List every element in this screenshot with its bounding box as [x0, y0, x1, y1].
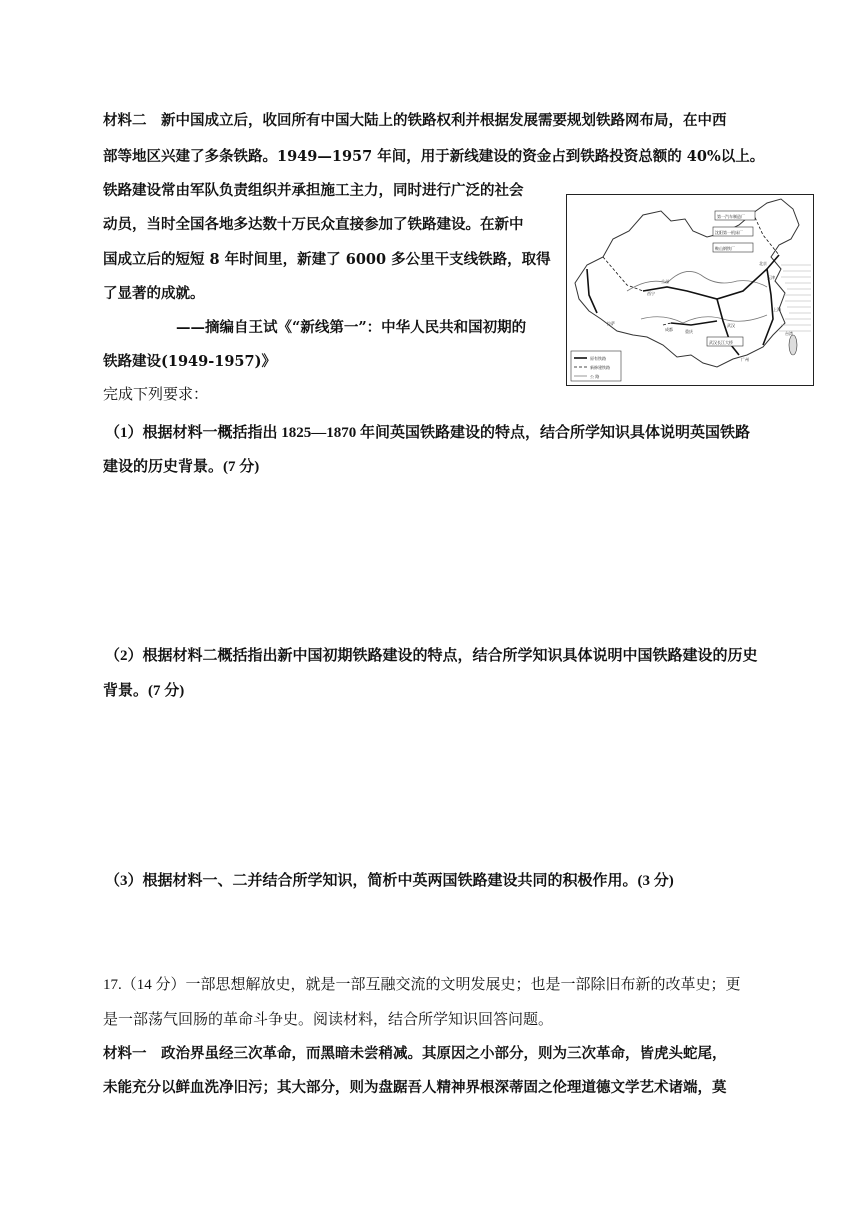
question-17-line-1: 17.（14 分）一部思想解放史，就是一部互融交流的文明发展史；也是一部除旧布新的改革史；更 [103, 977, 741, 993]
legend-old-railway: 原有铁路 [590, 356, 606, 361]
map-label-wuhan: 武汉 [727, 323, 735, 328]
question-2-line-2: 背景。(7 分) [103, 683, 185, 699]
map-label-chengdu: 成都 [665, 327, 673, 332]
map-label-taiwan: 台湾 [785, 331, 793, 336]
map-legend [571, 351, 621, 381]
map-label-chongqing: 重庆 [685, 329, 693, 334]
material2-line-3: 铁路建设常由军队负责组织并承担施工主力，同时进行广泛的社会 [103, 182, 524, 199]
material2-line-1: 材料二 新中国成立后，收回所有中国大陆上的铁路权利并根据发展需要规划铁路网布局，在中西 [103, 112, 727, 129]
material1-line-2: 未能充分以鲜血洗净旧污；其大部分，则为盘踞吾人精神界根深蒂固之伦理道德文学艺术诸端，莫 [103, 1079, 727, 1096]
question-1-line-2: 建设的历史背景。(7 分) [103, 459, 260, 475]
map-label-beijing: 北京 [759, 261, 767, 266]
material2-source-1: ——摘编自王试《“新线第一”：中华人民共和国初期的 [176, 319, 527, 336]
question-2-line-1: （2）根据材料二概括指出新中国初期铁路建设的特点，结合所学知识具体说明中国铁路建设的历史 [105, 648, 758, 664]
map-label-shanghai: 上海 [773, 307, 781, 312]
map-label-tianjin: 天津 [767, 275, 775, 280]
railway-lines [587, 255, 779, 355]
map-label-guangzhou: 广州 [741, 357, 749, 362]
map-label-anshan: 鞍山钢铁厂 [715, 246, 735, 251]
yangtze-river [641, 315, 767, 323]
instructions: 完成下列要求： [103, 387, 209, 403]
taiwan-shape [789, 335, 797, 355]
material2-line-5: 国成立后的短短 8 年时间里，新建了 6000 多公里干支线铁路，取得 [103, 251, 551, 268]
map-label-bridge: 武汉长江大桥 [709, 340, 733, 345]
china-outline [575, 199, 799, 367]
map-label-lhasa: 拉萨 [607, 321, 615, 326]
material2-source-2: 铁路建设(1949-1957)》 [103, 353, 276, 370]
legend-road: 公 路 [590, 374, 600, 379]
map-label-xining: 西宁 [647, 291, 655, 296]
railway-map [566, 194, 814, 386]
railway-map-drawing [567, 195, 813, 385]
question-3-line-1: （3）根据材料一、二并结合所学知识，简析中英两国铁路建设共同的积极作用。(3 分) [105, 873, 674, 889]
map-label-first-auto: 第一汽车制造厂 [717, 214, 745, 219]
material2-line-4: 动员，当时全国各地多达数十万民众直接参加了铁路建设。在新中 [103, 216, 524, 233]
material2-line-6: 了显著的成就。 [103, 285, 205, 302]
question-1-line-1: （1）根据材料一概括指出 1825—1870 年间英国铁路建设的特点，结合所学知识具体说明英国铁路 [105, 425, 751, 441]
question-17-line-2: 是一部荡气回肠的革命斗争史。阅读材料，结合所学知识回答问题。 [103, 1012, 554, 1028]
legend-new-railway: 新修建铁路 [590, 365, 610, 370]
material1-line-1: 材料一 政治界虽经三次革命，而黑暗未尝稍减。其原因之小部分，则为三次革命，皆虎头蛇尾， [103, 1045, 727, 1062]
material2-line-2: 部等地区兴建了多条铁路。1949—1957 年间，用于新线建设的资金占到铁路投资总额的 40%以上。 [103, 148, 765, 165]
map-label-lanzhou: 兰州 [661, 279, 669, 284]
map-label-shenyang: 沈阳第一机床厂 [715, 230, 743, 235]
